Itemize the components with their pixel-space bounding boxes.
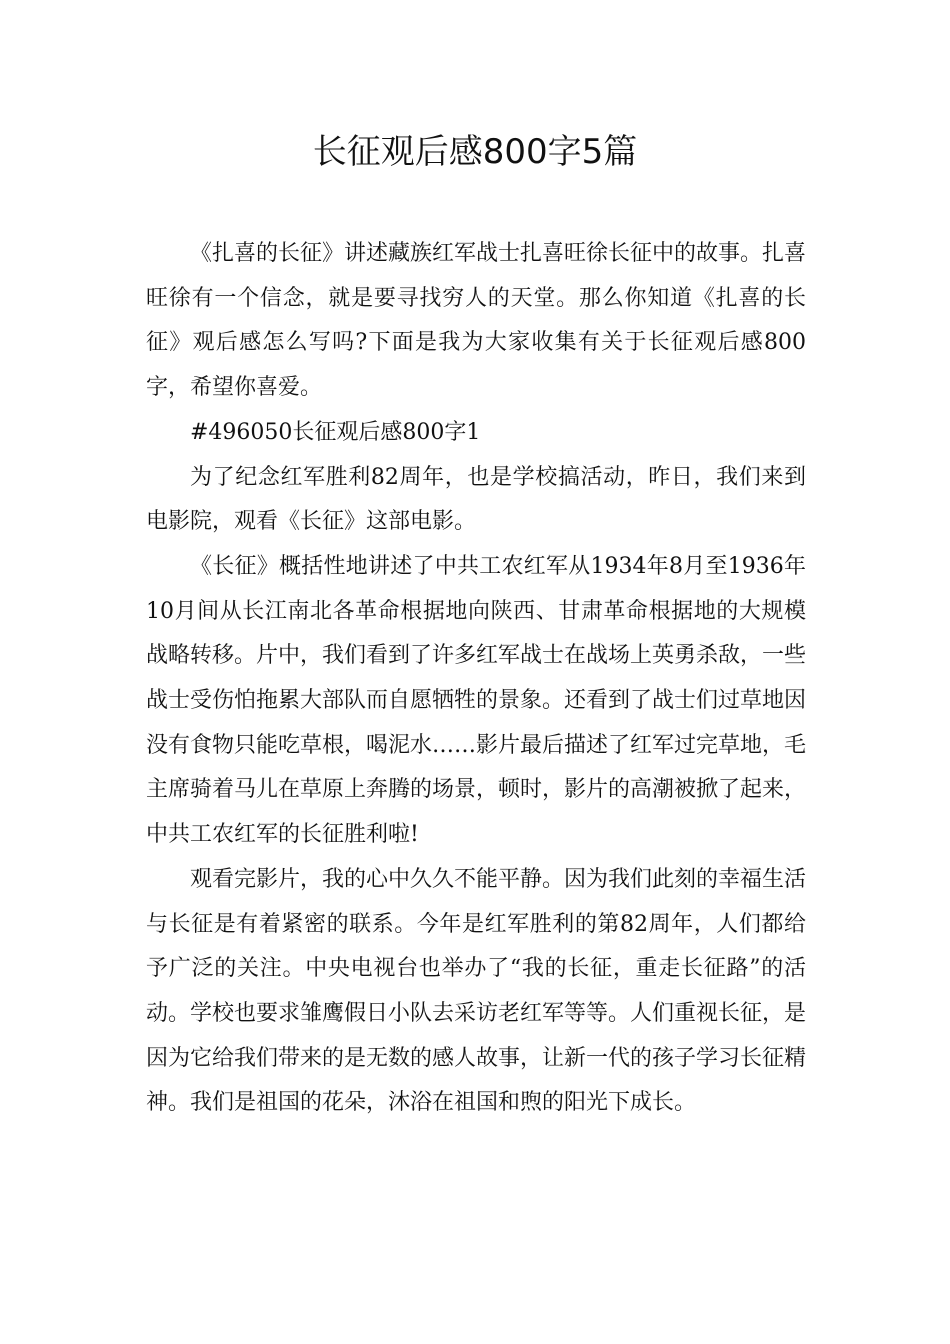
document-title: 长征观后感800字5篇 [312,132,638,172]
section-heading: #496050长征观后感800字1 [190,419,481,445]
paragraph: 观看完影片，我的心中久久不能平静。因为我们此刻的幸福生活与长征是有着紧密的联系。今年是红军胜利的第82周年，人们都给予广泛的关注。中央电视台也举办了“我的长征，重走长征路”的活动。学校也要求雏鹰假日小队去采访老红军等等。人们重视长征，是因为它给我们带来的是无数的感人故事，让新一代的孩子学习长征精神。我们是祖国的花朵，沐浴在祖国和煦的阳光下成长。 [146,866,807,1116]
document-body [146,232,806,1126]
paragraph-intro: 《扎喜的长征》讲述藏族红军战士扎喜旺徐长征中的故事。扎喜旺徐有一个信念，就是要寻找穷人的天堂。那么你知道《扎喜的长征》观后感怎么写吗?下面是我为大家收集有关于长征观后感800字，希望你喜爱。 [146,241,807,401]
paragraph: 为了纪念红军胜利82周年，也是学校搞活动，昨日，我们来到电影院，观看《长征》这部电影。 [146,464,806,535]
paragraph: 《长征》概括性地讲述了中共工农红军从1934年8月至1936年10月间从长江南北各革命根据地向陕西、甘肃革命根据地的大规模战略转移。片中，我们看到了许多红军战士在战场上英勇杀敌，一些战士受伤怕拖累大部队而自愿牺牲的景象。还看到了战士们过草地因没有食物只能吃草根，喝泥水……影片最后描述了红军过完草地，毛主席骑着马儿在草原上奔腾的场景，顿时，影片的高潮被掀了起来，中共工农红军的长征胜利啦! [146,553,807,848]
